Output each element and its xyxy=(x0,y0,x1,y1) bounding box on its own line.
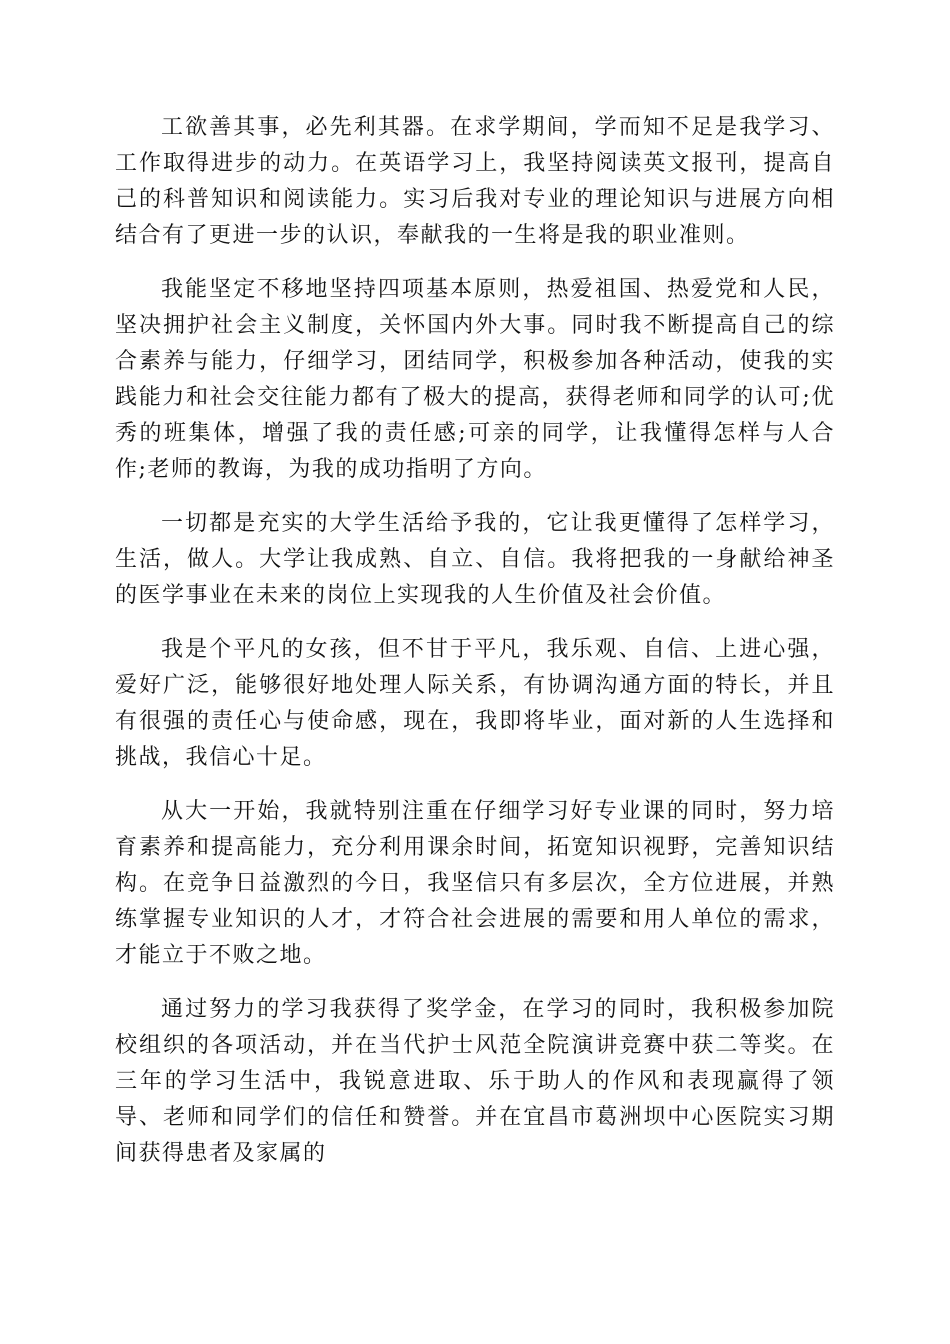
document-page xyxy=(115,110,835,1190)
paragraph-3: 一切都是充实的大学生活给予我的，它让我更懂得了怎样学习，生活，做人。大学让我成熟、自立、自信。我将把我的一身献给神圣的医学事业在未来的岗位上实现我的人生价值及社会价值。 xyxy=(115,511,835,608)
paragraph-6: 通过努力的学习我获得了奖学金，在学习的同时，我积极参加院校组织的各项活动，并在当代护士风范全院演讲竞赛中获二等奖。在三年的学习生活中，我锐意进取、乐于助人的作风和表现赢得了领导、老师和同学们的信任和赞誉。并在宜昌市葛洲坝中心医院实习期间获得患者及家属的 xyxy=(115,997,835,1166)
paragraph-5: 从大一开始，我就特别注重在仔细学习好专业课的同时，努力培育素养和提高能力，充分利用课余时间，拓宽知识视野，完善知识结构。在竞争日益激烈的今日，我坚信只有多层次，全方位进展，并熟练掌握专业知识的人才，才符合社会进展的需要和用人单位的需求，才能立于不败之地。 xyxy=(115,799,835,968)
paragraph-1: 工欲善其事，必先利其器。在求学期间，学而知不足是我学习、工作取得进步的动力。在英语学习上，我坚持阅读英文报刊，提高自己的科普知识和阅读能力。实习后我对专业的理论知识与进展方向相结合有了更进一步的认识，奉献我的一生将是我的职业准则。 xyxy=(115,115,835,248)
paragraph-2: 我能坚定不移地坚持四项基本原则，热爱祖国、热爱党和人民，坚决拥护社会主义制度，关怀国内外大事。同时我不断提高自己的综合素养与能力，仔细学习，团结同学，积极参加各种活动，使我的实践能力和社会交往能力都有了极大的提高，获得老师和同学的认可;优秀的班集体，增强了我的责任感;可亲的同学，让我懂得怎样与人合作;老师的教诲，为我的成功指明了方向。 xyxy=(115,277,835,482)
paragraph-4: 我是个平凡的女孩，但不甘于平凡，我乐观、自信、上进心强，爱好广泛，能够很好地处理人际关系，有协调沟通方面的特长，并且有很强的责任心与使命感，现在，我即将毕业，面对新的人生选择和挑战，我信心十足。 xyxy=(115,637,835,770)
